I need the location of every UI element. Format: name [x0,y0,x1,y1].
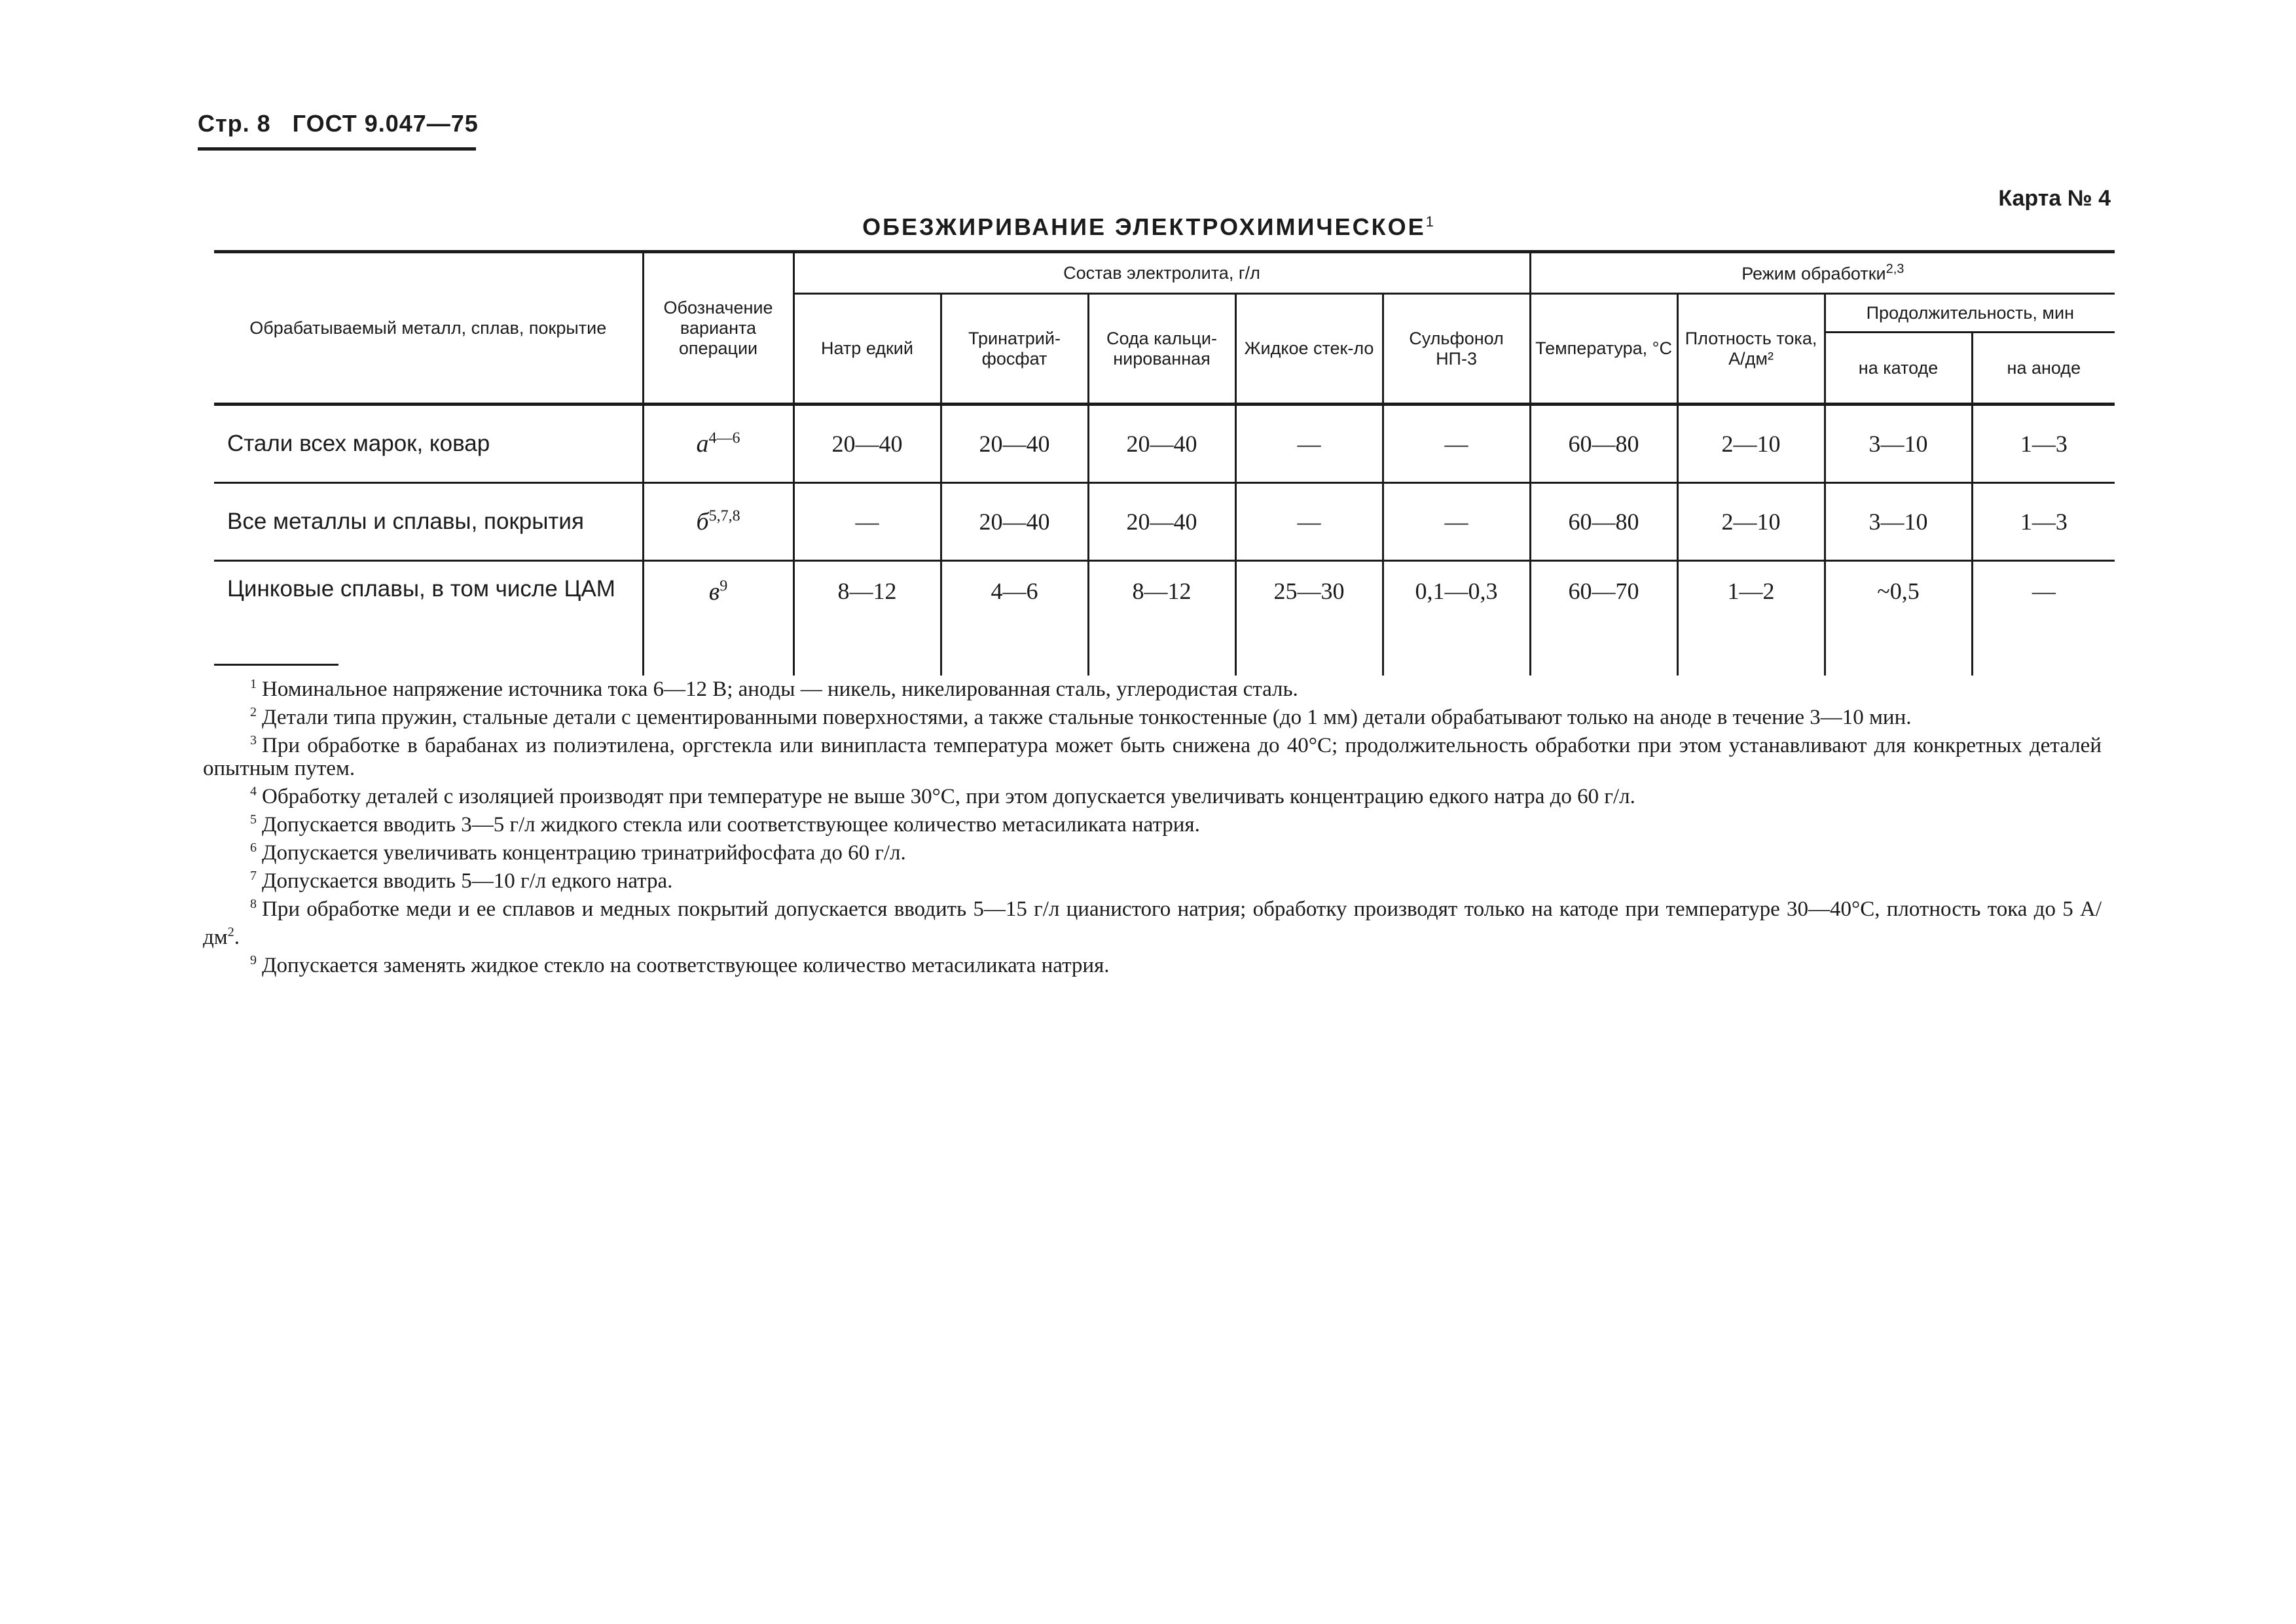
col-cathode: на катоде [1825,333,1972,405]
col-trinatriyfosfat: Тринатрий-фосфат [941,294,1088,405]
cell-current-density: 2—10 [1677,483,1825,561]
cell-zhidkoe-steklo: — [1235,483,1383,561]
document-title-text: ОБЕЗЖИРИВАНИЕ ЭЛЕКТРОХИМИЧЕСКОЕ [862,213,1426,240]
head-mode-note: 2,3 [1886,262,1904,276]
head-composition: Состав электролита, г/л [793,252,1530,294]
col-soda: Сода кальци-нированная [1088,294,1235,405]
footnotes [203,673,2102,977]
cell-trinatriyfosfat: 4—6 [941,561,1088,676]
standard-number: ГОСТ 9.047—75 [292,110,479,137]
title-footnote-ref: 1 [1425,213,1434,230]
row-variant [643,483,793,561]
head-metal: Обрабатываемый металл, сплав, покрытие [249,317,607,338]
cell-cathode: 3—10 [1825,483,1972,561]
table-row [214,561,2115,676]
head-mode-text: Режим обработки [1741,264,1886,283]
col-sulfonol: Сульфонол НП-3 [1383,294,1530,405]
electrolyte-table [214,250,2115,676]
row-metal: Стали всех марок, ковар [214,405,643,483]
cell-zhidkoe-steklo: — [1235,405,1383,483]
row-metal: Цинковые сплавы, в том числе ЦАМ [227,576,615,602]
cell-temperature: 60—80 [1530,483,1677,561]
row-metal: Все металлы и сплавы, покрытия [214,483,643,561]
footnote: $^2$ Детали типа пружин, стальные детали с цементированными поверхностями, а также стальные тонкостенные (до 1 мм) детали обрабатывают только на аноде в течение 3—10 мин. [250,705,1912,729]
cell-temperature: 60—70 [1530,561,1677,676]
cell-soda: 8—12 [1088,561,1235,676]
cell-sulfonol: — [1383,483,1530,561]
cell-cathode: 3—10 [1825,405,1972,483]
row-variant [643,405,793,483]
header-rule [198,147,476,151]
head-variant: Обозначение варианта операции [643,252,793,405]
col-natr-edkiy: Натр едкий [793,294,941,405]
variant-footnote-ref: 4—6 [708,429,740,447]
footnote: $^3$ При обработке в барабанах из полиэтилена, оргстекла или винипласта температура может быть снижена до 40°С; продолжительность обработки при этом устанавливают для конкретных деталей опытным путем. [203,733,2102,780]
cell-current-density: 1—2 [1677,561,1825,676]
footnote: $^6$ Допускается увеличивать концентрацию тринатрийфосфата до 60 г/л. [250,840,906,865]
footnote: $^4$ Обработку деталей с изоляцией производят при температуре не выше 30°С, при этом допускается увеличивать концентрацию едкого натра до 60 г/л. [250,784,1635,808]
cell-anode: 1—3 [1972,405,2115,483]
variant-letter: $в^9$ [708,577,728,605]
cell-trinatriyfosfat: 20—40 [941,483,1088,561]
variant-letter: $а^{4—6}$ [696,429,740,458]
map-label: Карта № 4 [1998,186,2111,211]
cell-natr-edkiy: 8—12 [793,561,941,676]
cell-anode: — [1972,561,2115,676]
footnote: $^5$ Допускается вводить 3—5 г/л жидкого стекла или соответствующее количество метасиликата натрия. [250,812,1200,837]
document-title [0,213,2296,241]
row-variant [643,561,793,676]
page-header [198,110,493,137]
cell-anode: 1—3 [1972,483,2115,561]
cell-current-density: 2—10 [1677,405,1825,483]
table-body [214,405,2115,676]
variant-footnote-ref: 5,7,8 [708,507,740,525]
cell-natr-edkiy: 20—40 [793,405,941,483]
footnote: $^1$ Номинальное напряжение источника тока 6—12 В; аноды — никель, никелированная сталь, углеродистая сталь. [250,677,1298,701]
table-row [214,483,2115,561]
table-head [214,252,2115,405]
cell-cathode: ~0,5 [1825,561,1972,676]
table-row [214,405,2115,483]
cell-temperature: 60—80 [1530,405,1677,483]
footnote: $^9$ Допускается заменять жидкое стекло на соответствующее количество метасиликата натрия. [250,953,1110,977]
page-number: Стр. 8 [198,110,271,137]
variant-footnote-ref: 9 [720,577,728,595]
head-duration: Продолжительность, мин [1825,294,2115,333]
cell-trinatriyfosfat: 20—40 [941,405,1088,483]
cell-sulfonol: — [1383,405,1530,483]
footnote: $^8$ При обработке меди и ее сплавов и медных покрытий допускается вводить 5—15 г/л цианистого натрия; обработку производят только на катоде при температуре 30—40°С, плотность тока до 5 $А/дм^2$. [203,897,2102,949]
head-mode [1530,252,2115,294]
footnote: $^7$ Допускается вводить 5—10 г/л едкого натра. [250,869,673,893]
col-anode: на аноде [1972,333,2115,405]
cell-soda: 20—40 [1088,483,1235,561]
cell-soda: 20—40 [1088,405,1235,483]
cell-sulfonol: 0,1—0,3 [1383,561,1530,676]
variant-letter: $б^{5,7,8}$ [696,507,740,535]
cell-natr-edkiy: — [793,483,941,561]
col-zhidkoe-steklo: Жидкое стек-ло [1235,294,1383,405]
footnote-rule [214,664,338,666]
cell-zhidkoe-steklo: 25—30 [1235,561,1383,676]
col-temperature: Температура, °С [1530,294,1677,405]
col-current-density: Плотность тока, А/дм² [1677,294,1825,405]
